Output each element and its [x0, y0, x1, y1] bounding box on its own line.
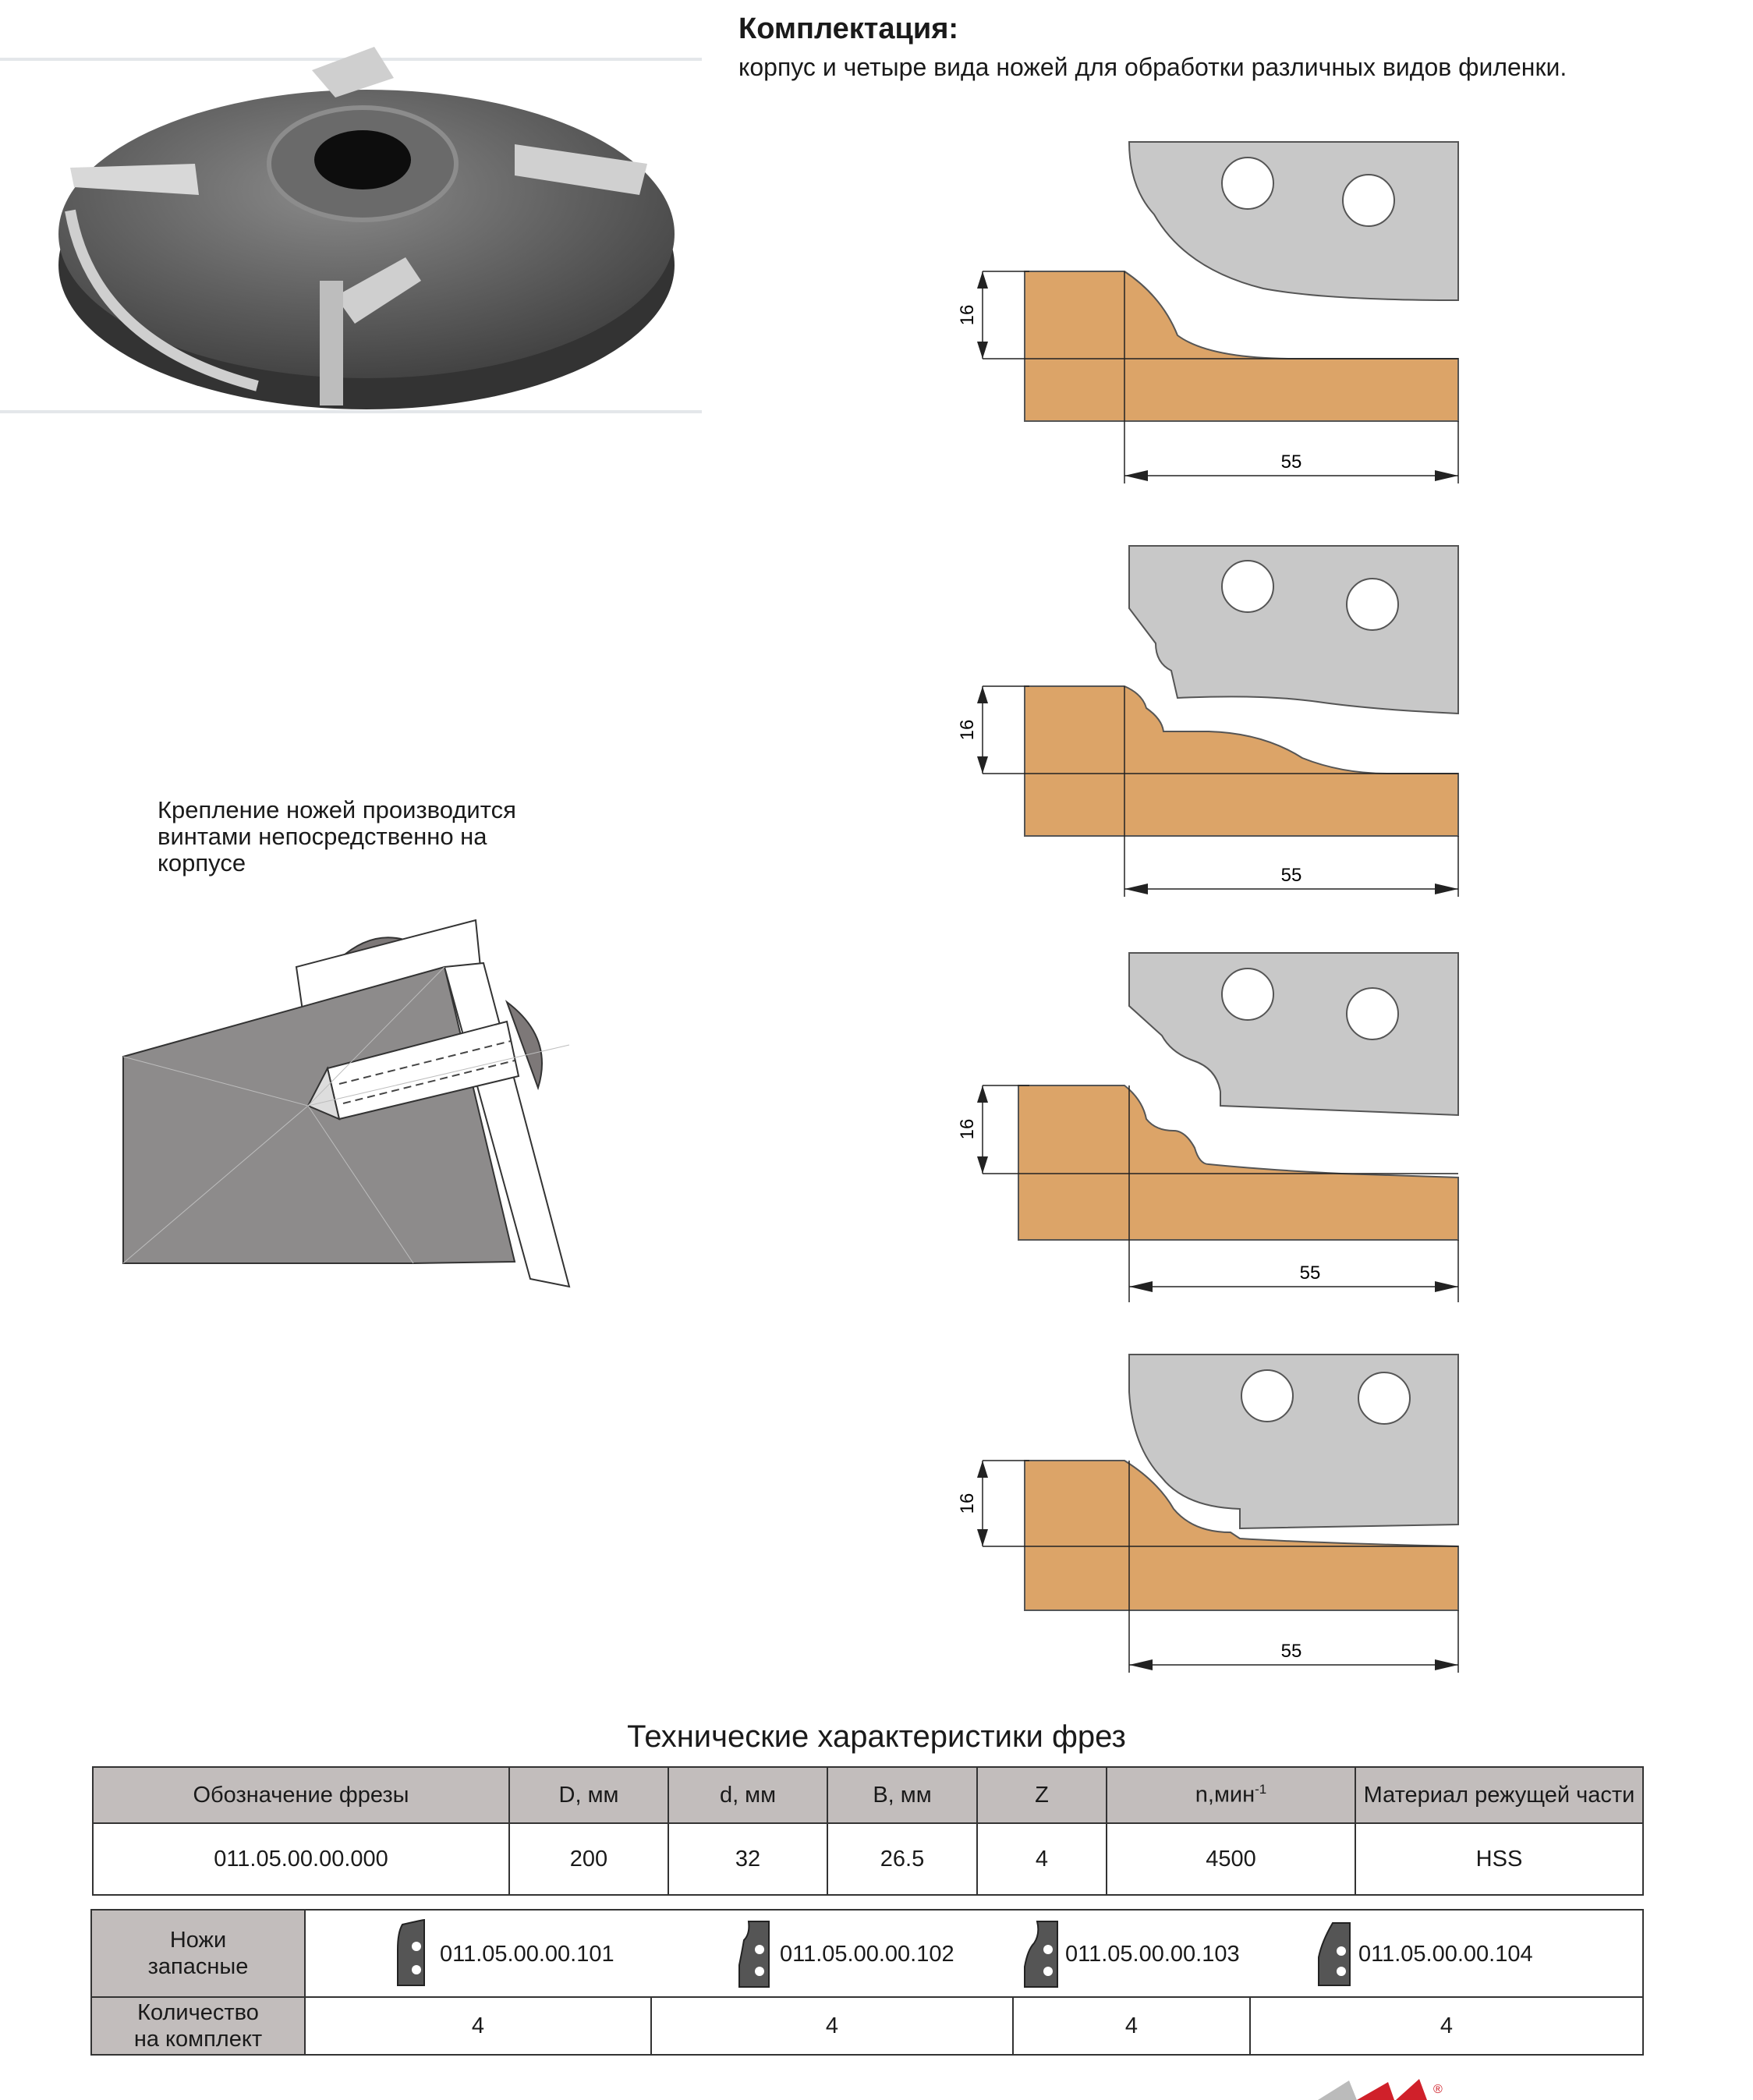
page-subtitle: корпус и четыре вида ножей для обработки различных видов филенки.: [738, 53, 1567, 81]
spec-header-row: [93, 1767, 1643, 1823]
profile-3-width: 55: [1299, 1262, 1321, 1284]
profile-4-height: 16: [957, 1493, 978, 1514]
cell-B: 26.5: [827, 1823, 977, 1895]
cell-designation: 011.05.00.00.000: [93, 1823, 509, 1895]
col-material: Материал режущей части: [1355, 1767, 1643, 1823]
knife-104-icon: [1316, 1918, 1355, 1988]
cell-n: 4500: [1107, 1823, 1355, 1895]
mounting-note: Крепление ножей производится винтами непосредственно на корпусе: [158, 796, 516, 876]
knives-label: Ножи запасные: [91, 1910, 305, 1997]
profile-2-height: 16: [957, 719, 978, 741]
qty-label: Количество на комплект: [91, 1997, 305, 2055]
col-d: d, мм: [668, 1767, 827, 1823]
cell-D: 200: [509, 1823, 668, 1895]
knife-103-code: 011.05.00.00.103: [1065, 1942, 1240, 1967]
profile-diagram-4: [951, 1345, 1482, 1712]
profile-4-width: 55: [1280, 1641, 1302, 1662]
knife-101-icon: [391, 1918, 430, 1988]
knives-list: [305, 1910, 1643, 1997]
brand-logo: [1302, 2074, 1458, 2100]
cell-d: 32: [668, 1823, 827, 1895]
cell-Z: 4: [977, 1823, 1107, 1895]
profile-1-width: 55: [1280, 452, 1302, 473]
profile-diagram-2: [951, 538, 1482, 905]
cutter-photo: [0, 31, 702, 421]
knife-102-code: 011.05.00.00.102: [780, 1942, 954, 1967]
knife-101-code: 011.05.00.00.101: [440, 1942, 614, 1967]
knives-row: [91, 1910, 1643, 1997]
col-n: n,мин$^{-1}$: [1107, 1767, 1355, 1823]
profile-3-height: 16: [957, 1118, 978, 1140]
col-Z: Z: [977, 1767, 1107, 1823]
knife-103-icon: [1022, 1918, 1061, 1988]
profile-diagram-3: [951, 944, 1482, 1310]
qty-104: 4: [1250, 1997, 1643, 2055]
profile-1-height: 16: [957, 304, 978, 326]
page-title: Комплектация:: [738, 12, 959, 45]
col-designation: Обозначение фрезы: [93, 1767, 509, 1823]
knives-table: [90, 1909, 1644, 2056]
profile-2-width: 55: [1280, 865, 1302, 886]
knife-104-code: 011.05.00.00.104: [1358, 1942, 1533, 1967]
qty-row: [91, 1997, 1643, 2055]
col-D: D, мм: [509, 1767, 668, 1823]
knife-102-icon: [735, 1918, 774, 1988]
qty-103: 4: [1013, 1997, 1250, 2055]
profile-diagram-1: [951, 133, 1482, 499]
spec-table: [92, 1766, 1644, 1896]
table-row: [93, 1823, 1643, 1895]
qty-102: 4: [651, 1997, 1013, 2055]
spec-table-title: Технические характеристики фрез: [627, 1719, 1126, 1754]
qty-101: 4: [305, 1997, 651, 2055]
svg-text:®: ®: [1433, 2083, 1443, 2096]
col-B: B, мм: [827, 1767, 977, 1823]
mounting-diagram: [117, 905, 600, 1310]
cell-material: HSS: [1355, 1823, 1643, 1895]
